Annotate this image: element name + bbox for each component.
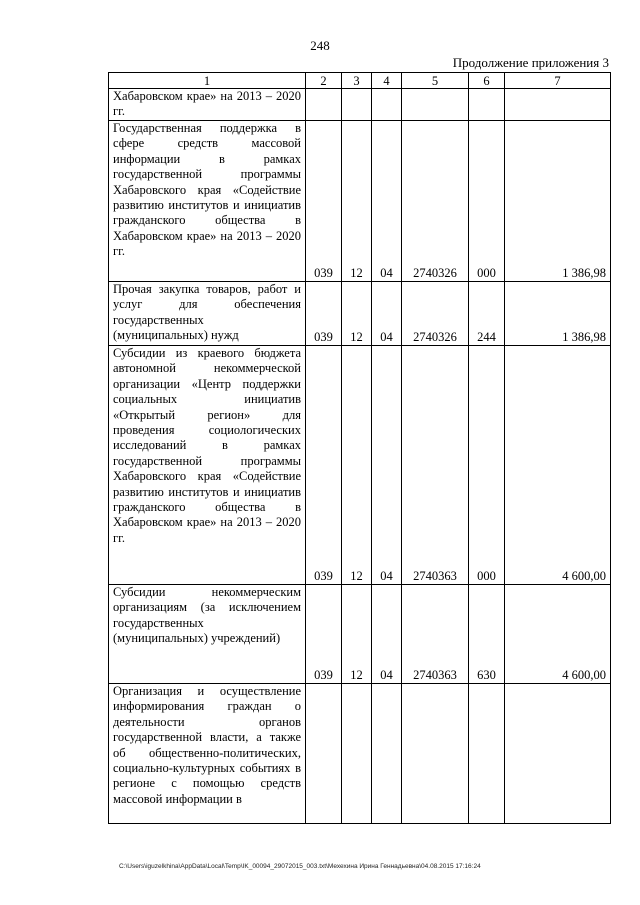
- row-expense-type: 000: [469, 346, 505, 585]
- row-expense-type: 244: [469, 282, 505, 346]
- row-admin-code: [306, 684, 342, 824]
- row-section: [342, 684, 372, 824]
- row-name: Субсидии некоммерческим организациям (за исключением государственных (муниципальных) учреждений): [109, 585, 306, 684]
- row-section: 12: [342, 585, 372, 684]
- table-row: [109, 346, 611, 585]
- row-expense-type: [469, 684, 505, 824]
- row-name: Субсидии из краевого бюджета автономной некоммерческой организации «Центр поддержки социальных инициатив «Открытый регион» для проведения социологических исследований в рамках государственной программы Хабаровского края «Содействие развитию институтов и инициатив гражданского общества в Хабаровском крае» на 2013 – 2020 гг.: [109, 346, 306, 585]
- header-col-2: 2: [306, 73, 342, 89]
- row-target-article: [402, 684, 469, 824]
- row-expense-type: [469, 89, 505, 121]
- row-subsection: 04: [372, 121, 402, 282]
- table-row: [109, 282, 611, 346]
- table-row: [109, 89, 611, 121]
- row-target-article: 2740363: [402, 585, 469, 684]
- row-subsection: [372, 684, 402, 824]
- budget-table: [108, 72, 611, 824]
- row-target-article: 2740326: [402, 121, 469, 282]
- row-section: 12: [342, 282, 372, 346]
- row-amount: 4 600,00: [505, 346, 611, 585]
- table-row: [109, 684, 611, 824]
- row-name: Организация и осуществление информирования граждан о деятельности органов государственной власти, а также об общественно-политических, социально-культурных событиях в регионе с помощью средств массовой информации в: [109, 684, 306, 824]
- row-name: Государственная поддержка в сфере средств массовой информации в рамках государственной программы Хабаровского края «Содействие развитию институтов и инициатив гражданского общества в Хабаровском крае» на 2013 – 2020 гг.: [109, 121, 306, 282]
- row-amount: 1 386,98: [505, 121, 611, 282]
- row-name: Прочая закупка товаров, работ и услуг для обеспечения государственных (муниципальных) нужд: [109, 282, 306, 346]
- row-amount: [505, 89, 611, 121]
- row-subsection: 04: [372, 282, 402, 346]
- row-subsection: 04: [372, 585, 402, 684]
- row-target-article: 2740326: [402, 282, 469, 346]
- table-row: [109, 585, 611, 684]
- row-amount: 4 600,00: [505, 585, 611, 684]
- row-section: [342, 89, 372, 121]
- header-row: [109, 73, 611, 89]
- row-name: Хабаровском крае» на 2013 – 2020 гг.: [109, 89, 306, 121]
- row-subsection: [372, 89, 402, 121]
- row-expense-type: 000: [469, 121, 505, 282]
- row-amount: [505, 684, 611, 824]
- header-col-1: 1: [109, 73, 306, 89]
- row-admin-code: 039: [306, 585, 342, 684]
- header-col-3: 3: [342, 73, 372, 89]
- continuation-label: Продолжение приложения 3: [452, 55, 609, 70]
- table-row: [109, 121, 611, 282]
- row-admin-code: 039: [306, 121, 342, 282]
- header-col-6: 6: [469, 73, 505, 89]
- row-subsection: 04: [372, 346, 402, 585]
- row-section: 12: [342, 121, 372, 282]
- footer-file-path: C:\Users\iguzelkhina\AppData\Local\Temp\IK_00094_29072015_003.txt\Мехехина Ирина Геннадьевна\04.08.2015 17:16:24: [119, 863, 481, 870]
- header-col-4: 4: [372, 73, 402, 89]
- row-amount: 1 386,98: [505, 282, 611, 346]
- header-col-5: 5: [402, 73, 469, 89]
- row-admin-code: [306, 89, 342, 121]
- row-admin-code: 039: [306, 282, 342, 346]
- row-expense-type: 630: [469, 585, 505, 684]
- header-col-7: 7: [505, 73, 611, 89]
- page-number: 248: [310, 38, 330, 53]
- row-admin-code: 039: [306, 346, 342, 585]
- row-section: 12: [342, 346, 372, 585]
- row-target-article: 2740363: [402, 346, 469, 585]
- row-target-article: [402, 89, 469, 121]
